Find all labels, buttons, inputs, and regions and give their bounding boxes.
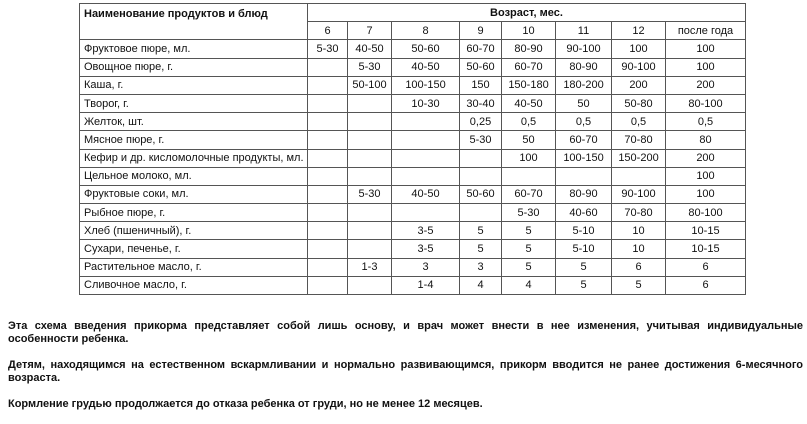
amount-cell: 5 xyxy=(502,240,556,258)
amount-cell: 50-60 xyxy=(392,40,460,58)
amount-cell xyxy=(348,204,392,222)
product-name-cell: Фруктовое пюре, мл. xyxy=(80,40,308,58)
amount-cell: 5 xyxy=(612,276,666,294)
amount-cell: 6 xyxy=(666,276,746,294)
amount-cell xyxy=(392,167,460,185)
age-col-header: 9 xyxy=(460,22,502,40)
amount-cell: 100 xyxy=(666,40,746,58)
table-row xyxy=(80,185,746,203)
amount-cell: 80-90 xyxy=(556,58,612,76)
amount-cell: 30-40 xyxy=(460,94,502,112)
product-name-cell: Творог, г. xyxy=(80,94,308,112)
table-row xyxy=(80,76,746,94)
notes-block xyxy=(8,320,803,424)
age-col-header: 6 xyxy=(308,22,348,40)
amount-cell: 70-80 xyxy=(612,131,666,149)
amount-cell: 0,5 xyxy=(612,113,666,131)
amount-cell xyxy=(308,276,348,294)
amount-cell xyxy=(308,222,348,240)
amount-cell: 200 xyxy=(666,76,746,94)
amount-cell: 100-150 xyxy=(392,76,460,94)
amount-cell: 150-180 xyxy=(502,76,556,94)
product-name-cell: Хлеб (пшеничный), г. xyxy=(80,222,308,240)
amount-cell: 3-5 xyxy=(392,240,460,258)
amount-cell: 50-60 xyxy=(460,185,502,203)
age-col-header: 8 xyxy=(392,22,460,40)
age-col-header: после года xyxy=(666,22,746,40)
product-name-cell: Фруктовые соки, мл. xyxy=(80,185,308,203)
age-col-header: 11 xyxy=(556,22,612,40)
amount-cell: 80-90 xyxy=(502,40,556,58)
amount-cell xyxy=(348,113,392,131)
amount-cell xyxy=(460,204,502,222)
product-name-cell: Цельное молоко, мл. xyxy=(80,167,308,185)
table-row xyxy=(80,58,746,76)
amount-cell: 60-70 xyxy=(502,185,556,203)
amount-cell: 0,5 xyxy=(556,113,612,131)
header-row-top xyxy=(80,4,746,22)
product-name-cell: Растительное масло, г. xyxy=(80,258,308,276)
amount-cell xyxy=(308,113,348,131)
amount-cell xyxy=(348,222,392,240)
table-row xyxy=(80,113,746,131)
amount-cell: 10-30 xyxy=(392,94,460,112)
amount-cell xyxy=(348,149,392,167)
amount-cell: 5 xyxy=(502,258,556,276)
amount-cell xyxy=(556,167,612,185)
amount-cell: 50-60 xyxy=(460,58,502,76)
age-col-header: 10 xyxy=(502,22,556,40)
age-col-header: 12 xyxy=(612,22,666,40)
amount-cell: 40-50 xyxy=(502,94,556,112)
amount-cell: 5-30 xyxy=(502,204,556,222)
amount-cell xyxy=(308,94,348,112)
table-row xyxy=(80,222,746,240)
amount-cell: 100 xyxy=(666,185,746,203)
amount-cell xyxy=(392,149,460,167)
amount-cell xyxy=(308,204,348,222)
amount-cell: 3 xyxy=(392,258,460,276)
amount-cell: 3 xyxy=(460,258,502,276)
amount-cell: 6 xyxy=(666,258,746,276)
amount-cell: 60-70 xyxy=(556,131,612,149)
amount-cell xyxy=(308,58,348,76)
table-row xyxy=(80,258,746,276)
amount-cell xyxy=(308,167,348,185)
amount-cell: 5 xyxy=(556,258,612,276)
amount-cell: 5-30 xyxy=(308,40,348,58)
amount-cell xyxy=(392,131,460,149)
amount-cell: 80-100 xyxy=(666,204,746,222)
amount-cell xyxy=(392,113,460,131)
amount-cell: 40-60 xyxy=(556,204,612,222)
amount-cell: 90-100 xyxy=(556,40,612,58)
amount-cell: 50-80 xyxy=(612,94,666,112)
amount-cell: 40-50 xyxy=(392,185,460,203)
amount-cell: 10-15 xyxy=(666,222,746,240)
product-name-cell: Сливочное масло, г. xyxy=(80,276,308,294)
product-name-cell: Овощное пюре, г. xyxy=(80,58,308,76)
amount-cell: 100 xyxy=(502,149,556,167)
amount-cell: 200 xyxy=(612,76,666,94)
amount-cell: 5-30 xyxy=(348,185,392,203)
amount-cell xyxy=(612,167,666,185)
product-name-cell: Желток, шт. xyxy=(80,113,308,131)
amount-cell: 60-70 xyxy=(460,40,502,58)
amount-cell: 50 xyxy=(502,131,556,149)
amount-cell: 10 xyxy=(612,240,666,258)
amount-cell xyxy=(392,204,460,222)
amount-cell xyxy=(348,240,392,258)
amount-cell: 100 xyxy=(666,167,746,185)
amount-cell: 90-100 xyxy=(612,185,666,203)
amount-cell xyxy=(348,167,392,185)
amount-cell: 5-10 xyxy=(556,222,612,240)
product-name-cell: Каша, г. xyxy=(80,76,308,94)
amount-cell: 80-90 xyxy=(556,185,612,203)
amount-cell xyxy=(308,240,348,258)
product-name-cell: Кефир и др. кисломолочные продукты, мл. xyxy=(80,149,308,167)
amount-cell: 100-150 xyxy=(556,149,612,167)
age-header: Возраст, мес. xyxy=(308,4,746,22)
amount-cell: 180-200 xyxy=(556,76,612,94)
table-body xyxy=(80,40,746,295)
amount-cell: 5-10 xyxy=(556,240,612,258)
note-paragraph: Кормление грудью продолжается до отказа ребенка от груди, но не менее 12 месяцев. xyxy=(8,398,483,410)
amount-cell: 100 xyxy=(612,40,666,58)
product-name-header: Наименование продуктов и блюд xyxy=(80,4,308,40)
amount-cell: 5 xyxy=(502,222,556,240)
product-name-cell: Рыбное пюре, г. xyxy=(80,204,308,222)
amount-cell xyxy=(460,167,502,185)
note-paragraph: Эта схема введения прикорма представляет собой лишь основу, и врач может внести в нее изменения, учитывая индивидуальные особенности ребенка. xyxy=(8,320,803,345)
amount-cell: 90-100 xyxy=(612,58,666,76)
amount-cell: 5 xyxy=(556,276,612,294)
amount-cell: 0,25 xyxy=(460,113,502,131)
amount-cell: 10-15 xyxy=(666,240,746,258)
amount-cell: 3-5 xyxy=(392,222,460,240)
product-name-cell: Сухари, печенье, г. xyxy=(80,240,308,258)
table-row xyxy=(80,167,746,185)
note-paragraph: Детям, находящимся на естественном вскармливании и нормально развивающимся, прикорм вводится не ранее достижения 6-месячного возраста. xyxy=(8,359,803,384)
amount-cell: 0,5 xyxy=(666,113,746,131)
amount-cell: 150-200 xyxy=(612,149,666,167)
amount-cell: 0,5 xyxy=(502,113,556,131)
amount-cell: 60-70 xyxy=(502,58,556,76)
table-row xyxy=(80,204,746,222)
amount-cell xyxy=(348,94,392,112)
amount-cell xyxy=(348,276,392,294)
amount-cell: 50-100 xyxy=(348,76,392,94)
table-row xyxy=(80,240,746,258)
amount-cell: 6 xyxy=(612,258,666,276)
amount-cell: 5 xyxy=(460,222,502,240)
table-row xyxy=(80,40,746,58)
amount-cell: 1-3 xyxy=(348,258,392,276)
product-name-cell: Мясное пюре, г. xyxy=(80,131,308,149)
amount-cell: 1-4 xyxy=(392,276,460,294)
table-row xyxy=(80,131,746,149)
amount-cell: 150 xyxy=(460,76,502,94)
amount-cell: 70-80 xyxy=(612,204,666,222)
amount-cell: 100 xyxy=(666,58,746,76)
table-row xyxy=(80,94,746,112)
amount-cell xyxy=(460,149,502,167)
amount-cell: 80 xyxy=(666,131,746,149)
amount-cell xyxy=(308,149,348,167)
amount-cell: 5-30 xyxy=(348,58,392,76)
amount-cell xyxy=(348,131,392,149)
amount-cell: 5-30 xyxy=(460,131,502,149)
amount-cell xyxy=(308,185,348,203)
amount-cell: 4 xyxy=(460,276,502,294)
amount-cell: 40-50 xyxy=(348,40,392,58)
amount-cell: 80-100 xyxy=(666,94,746,112)
amount-cell: 50 xyxy=(556,94,612,112)
amount-cell: 5 xyxy=(460,240,502,258)
amount-cell: 10 xyxy=(612,222,666,240)
amount-cell: 40-50 xyxy=(392,58,460,76)
table-row xyxy=(80,276,746,294)
amount-cell xyxy=(308,258,348,276)
table-row xyxy=(80,149,746,167)
age-col-header: 7 xyxy=(348,22,392,40)
amount-cell xyxy=(308,131,348,149)
amount-cell: 4 xyxy=(502,276,556,294)
amount-cell xyxy=(308,76,348,94)
feeding-schedule-table xyxy=(79,3,746,295)
amount-cell: 200 xyxy=(666,149,746,167)
amount-cell xyxy=(502,167,556,185)
